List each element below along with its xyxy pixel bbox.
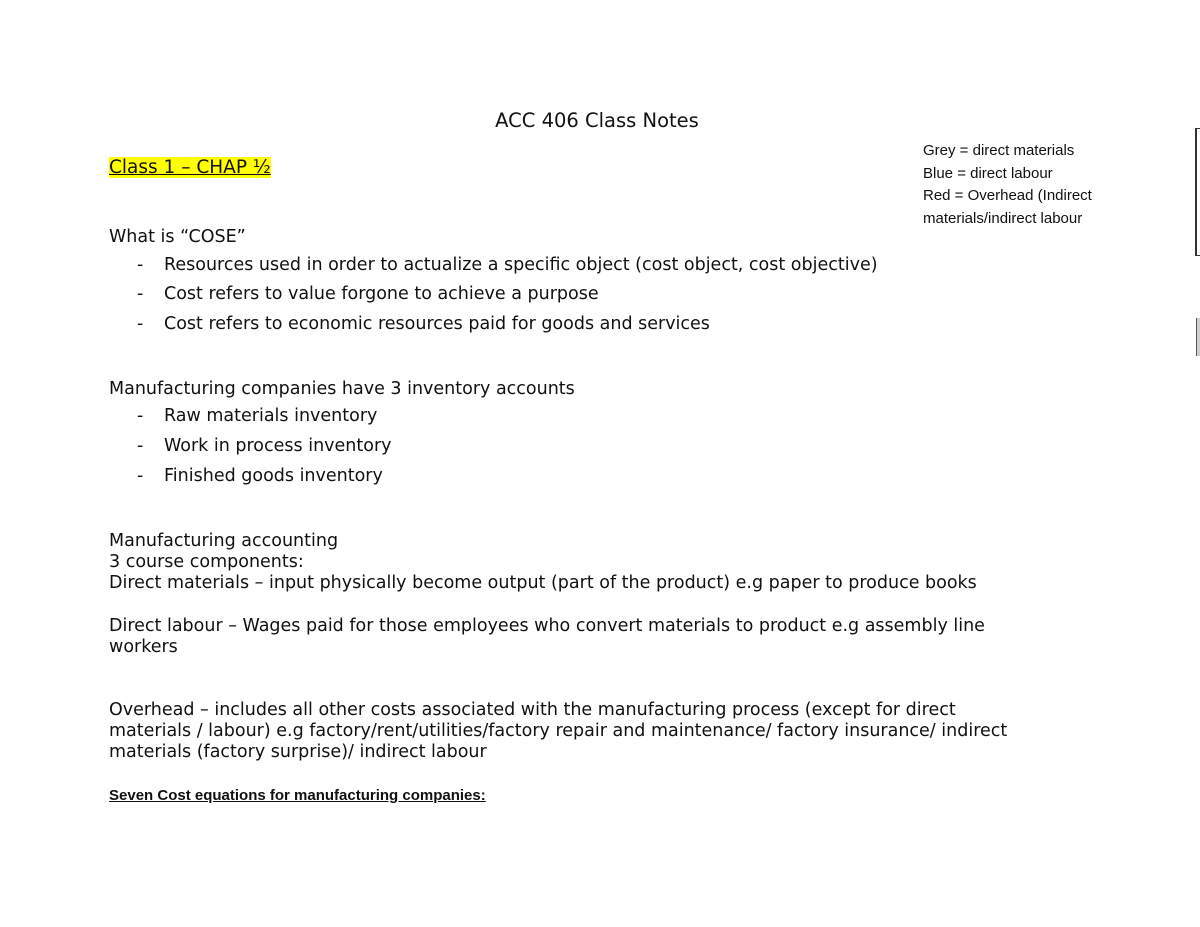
legend-grey: Grey = direct materials: [923, 142, 1075, 159]
bullet-dash: -: [137, 284, 144, 304]
class-heading-highlight: Class 1 – CHAP ½: [109, 157, 271, 178]
bullet-dash: -: [137, 255, 144, 275]
direct-labour-text-continued: workers: [109, 637, 178, 657]
overhead-text-line2: materials / labour) e.g factory/rent/utilities/factory repair and maintenance/ factory insurance/ indirect: [109, 721, 1008, 741]
page-edge-mark: [1196, 318, 1200, 356]
bullet-dash: -: [137, 314, 144, 334]
inventory-bullet-item: Work in process inventory: [164, 436, 392, 456]
legend-red: Red = Overhead (Indirect: [923, 187, 1092, 204]
legend-blue: Blue = direct labour: [923, 164, 1053, 182]
overhead-text: Overhead – includes all other costs associated with the manufacturing process (except for direct: [109, 700, 956, 720]
bullet-dash: -: [137, 466, 144, 486]
bullet-dash: -: [137, 406, 144, 426]
document-title: ACC 406 Class Notes: [495, 109, 699, 132]
manufacturing-heading: Manufacturing accounting: [109, 531, 339, 551]
direct-materials-text: Direct materials – input physically become output (part of the product) e.g paper to produce books: [109, 573, 977, 593]
cost-bullet-item: Resources used in order to actualize a specific object (cost object, cost objective): [164, 255, 878, 275]
inventory-bullet-item: Finished goods inventory: [164, 466, 383, 486]
cost-section-heading: What is “COSE”: [109, 227, 246, 247]
cost-bullet-item: Cost refers to economic resources paid for goods and services: [164, 314, 710, 334]
legend-red-continued: materials/indirect labour: [923, 209, 1083, 227]
manufacturing-subheading: 3 course components:: [109, 552, 304, 572]
equations-heading: Seven Cost equations for manufacturing companies:: [109, 787, 486, 804]
bullet-dash: -: [137, 436, 144, 456]
page-edge-bracket: [1195, 128, 1200, 256]
color-legend: [923, 140, 1092, 230]
direct-labour-text: Direct labour – Wages paid for those employees who convert materials to product e.g assembly line: [109, 616, 985, 636]
overhead-text-line3: materials (factory surprise)/ indirect labour: [109, 742, 487, 762]
inventory-section-heading: Manufacturing companies have 3 inventory accounts: [109, 379, 575, 399]
inventory-bullet-item: Raw materials inventory: [164, 406, 378, 426]
class-heading: [109, 157, 271, 178]
cost-bullet-item: Cost refers to value forgone to achieve a purpose: [164, 284, 599, 304]
